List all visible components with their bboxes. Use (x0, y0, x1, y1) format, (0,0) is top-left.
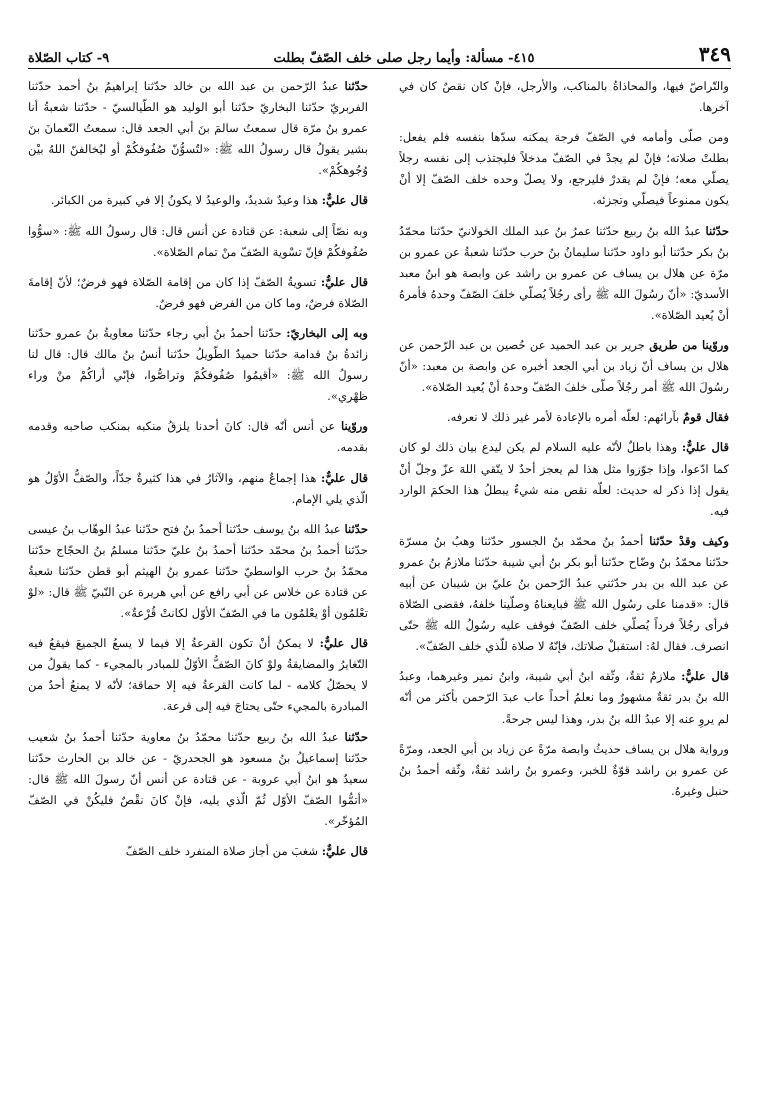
paragraph-lead: وروّينا (340, 419, 368, 434)
paragraph-text: عبدُ الله بنُ يوسف حدّثنا أحمدُ بنُ فتح حدّثنا عبدُ الوهّاب بنُ عيسى حدّثنا أحمدُ بنُ محمّد حدّثنا أحمدُ بنُ عليّ حدّثنا مسلمُ بنُ الحجّاج حدّثنا محمّدُ بنُ حرب الواسطيّ حدّثنا عمرو بنُ الهيثم أبو قطن حدّثنا شعبةُ عن قتادة عن خلاس عن أبي رافع عن أبي هريرة عن النّبيّ ﷺ قال: «لوْ تعْلمُون أوْ يعْلمُون ما في الصّفّ الأوّل لكانتْ قُرْعةٌ». (28, 521, 368, 621)
paragraph (28, 190, 368, 211)
paragraph (28, 221, 368, 263)
paragraph (28, 519, 368, 624)
paragraph (399, 221, 729, 326)
paragraph (399, 666, 729, 729)
paragraph (399, 335, 729, 398)
paragraph-text: عن أنس أنّه قال: كانَ أحدنا يلزقُ منكبه بمنكب صاحبه وقدمه بقدمه. (28, 419, 368, 455)
paragraph-lead: قال عليٌّ: (681, 440, 729, 455)
paragraph-text: عبدُ الله بنُ ربيع حدّثنا عمرُ بنُ عبد الملك الخولانيّ حدّثنا محمّدُ بنُ بكر حدّثنا أبو داود حدّثنا سليمانُ بنُ حرب حدّثنا شعبةُ عن عمرو بن مرّة عن هلال بن يساف عن عمرو بن راشد عن وابصة هو ابنُ معبد الأسديّ: «أنّ رسُولَ الله ﷺ رأى رجُلاً يُصلّي خلفَ الصّفّ وحدهُ فأمرهُ أنْ يُعيد الصّلاة». (399, 223, 729, 322)
paragraph (28, 323, 368, 407)
paragraph (399, 437, 729, 521)
paragraph-lead: وكيف وقدْ حدّثنا (649, 533, 729, 548)
paragraph-lead: حدّثنا (344, 729, 368, 744)
paragraph (28, 727, 368, 832)
paragraph-text: تسويةُ الصّفّ إذا كان من إقامة الصّلاة فهو فرضٌ؛ لأنّ إقامةَ الصّلاة فرضٌ، وما كان من الفرض فهو فرضٌ. (28, 274, 368, 310)
paragraph-text: بآرائهم: لعلّه أمره بالإعادة لأمر غير ذلك لا نعرفه. (446, 410, 680, 425)
paragraph-lead: قال عليٌّ: (319, 636, 368, 651)
paragraph-text: هذا إجماعٌ منهم، والآثارُ في هذا كثيرةٌ جدّاً، والصّفُّ الأوّلُ هو الّذي يلي الإمام. (28, 470, 368, 506)
paragraph (399, 407, 729, 428)
paragraph-text: عبدُ الله بنُ ربيع حدّثنا محمّدُ بنُ معاوية حدّثنا أحمدُ بنُ شعيب حدّثنا إسماعيلُ بنُ مسعود هو الجحدريّ - عن خالد بن الحارث حدّثنا سعيدٌ هو ابنُ أبي عروبة - عن قتادة عن أنس أنّ رسولَ الله ﷺ قال: «أتمُّوا الصّفّ الأوّل ثُمّ الّذي يليه، فإنْ كانَ نقْصٌ فليكُنْ في الصّفّ المُؤخّر». (28, 729, 368, 828)
paragraph-text: وهذا باطلٌ لأنّه عليه السلام لم يكن ليدع بيان ذلك لو كان كما ادّعوا، وإذا جوّزوا مثل هذا لم يعجز أحدٌ لا يتّقي اللهَ عزّ وجلّ أنْ يقول إذا ذكر له حديث: لعلّه نقص منه شيءٌ يبطلُ هذا الحكمَ الوارد فيه. (399, 440, 729, 518)
paragraph (399, 739, 729, 802)
paragraph-lead: وروّينا من طريق (649, 338, 729, 353)
paragraph-text: حدّثنا أحمدُ بنُ أبي رجاء حدّثنا معاويةُ بنُ عمرو حدّثنا زائدةُ بنُ قدامة حدّثنا حميدٌ الطّويلُ حدّثنا أنسُ بنُ مالك قال: قال لنا رسولُ الله ﷺ: «أقيمُوا صُفُوفكُمْ وتراصُّوا، فإنّي أراكُمْ منْ وراء ظهْري». (28, 325, 368, 404)
paragraph (399, 127, 729, 211)
paragraph (399, 531, 729, 658)
paragraph-text: أحمدُ بنُ محمّد بنُ الجسور حدّثنا وهبُ بنُ مسرّة حدّثنا محمّدُ بنُ وضّاح حدّثنا أبو بكر بنُ أبي شيبة حدّثنا ملازمُ بنُ عمرو عن عبد الله بن بدر حدّثني عبدُ الرّحمن بنُ عليّ بن شيبان عن أبيه قال: «قدمنا على رسُول الله ﷺ فبايعناهُ وصلّينا خلفهُ، فقضى الصّلاة فرأى رجُلاً فرداً يُصلّي خلف الصّفّ فوقف عليه رسُولُ الله ﷺ حتّى انصرف. فقال لهُ: استقبلْ صلاتك، فإنّهُ لا صلاة للّذي خلف الصّفّ». (399, 533, 729, 654)
paragraph-text: لا يمكنُ أنْ تكون القرعةُ إلا فيما لا يسعُ الجميعَ فيقعُ فيه التّغايرُ والمضايقةُ ولوْ كانَ الصّفُّ الأوّلُ للمبادر بالمجيء - كما يقولُ من لا يحصّلُ كلامه - لما كانت القرعةُ فيه إلا حماقة؛ لأنّه لا يمنعُ أحدٌ من المبادرة بالمجيء حتّى يحتاجَ فيه إلى قرعة. (28, 636, 368, 714)
paragraph-lead: حدّثنا (344, 79, 368, 93)
paragraph-lead: قال عليٌّ: (681, 669, 729, 684)
paragraph-lead: قال عليٌّ: (320, 470, 368, 485)
paragraph-lead: وبه إلى البخاريّ: (286, 325, 368, 340)
paragraph-text: والتّراصّ فيها، والمحاذاةُ بالمناكب، والأرجل، فإنْ كان نقصٌ كان في آخرها. (399, 79, 729, 115)
chapter-title: ٩- كتاب الصّلاة (28, 51, 110, 66)
page-number: ٣٤٩ (698, 42, 731, 66)
paragraph (28, 468, 368, 510)
page-header (28, 40, 731, 66)
paragraph-lead: حدّثنا (705, 223, 729, 238)
paragraph-text: هذا وعيدٌ شديدٌ، والوعيدُ لا يكونُ إلا في كبيرة من الكبائر. (50, 193, 319, 208)
paragraph-text: جرير بن عبد الحميد عن حُصين بن عبد الرّحمن عن هلال بن يساف أنّ زياد بن أبي الجعد أخبره عن وابصة بن معبد: «أنّ رسُولَ الله ﷺ أمر رجُلاً صلّى خلفَ الصّفّ وحدهُ أنْ يُعيد الصّلاة». (399, 338, 729, 395)
paragraph (399, 76, 729, 118)
paragraph-lead: حدّثنا (344, 521, 368, 536)
paragraph-text: ملازمٌ ثقةٌ، وثّقه ابنُ أبي شيبة، وابنُ نمير وغيرهما، وعبدُ الله بنُ بدر ثقةٌ مشهورٌ وما نعلمُ أحداً عاب عبدَ الرّحمن بأكثر من أنّه لم يروِ عنه إلا عبدُ الله بنُ بدر، وهذا ليس جرحةً. (399, 669, 729, 726)
paragraph-text: وبه نصّاً إلى شعبة: عن قتادة عن أنس قال: قال رسولُ الله ﷺ: «سوُّوا صُفُوفكُمْ فإنّ تسْوية الصّفّ منْ تمام الصّلاة». (28, 223, 368, 259)
paragraph (28, 416, 368, 458)
paragraph-lead: فقال قومٌ (682, 410, 729, 425)
paragraph-lead: قال عليٌّ: (321, 844, 368, 858)
left-column (28, 76, 368, 1086)
right-column (399, 76, 729, 1086)
paragraph (28, 272, 368, 314)
paragraph-lead: قال عليٌّ: (320, 274, 368, 289)
paragraph (28, 841, 368, 862)
paragraph-text: شغبَ من أجاز صلاة المنفرد خلف الصّفّ (125, 844, 319, 858)
paragraph (28, 633, 368, 717)
paragraph-text: عبدُ الرّحمن بن عبد الله بن خالد حدّثنا إبراهيمُ بنُ أحمد حدّثنا الفربريّ حدّثنا البخاريّ حدّثنا أبو الوليد هو الطّيالسيّ - حدّثنا شعبةُ أنا عمرو بنُ مرّة قال سمعتُ سالمَ بنَ أبي الجعد قال: سمعتُ النّعمانَ بنَ بشير يقولُ قال رسولُ الله ﷺ: «لتُسوُّنّ صُفُوفكُمْ أو ليُخالفنّ اللهُ بيْن وُجُوهكُمْ». (28, 79, 368, 178)
paragraph-lead: قال عليٌّ: (321, 193, 368, 208)
paragraph (28, 76, 368, 181)
paragraph-text: ورواية هلال بن يساف حديثُ وابصة مرّةً عن زياد بن أبي الجعد، ومرّةً عن عمرو بن راشد قوّةٌ للخبر، وعمرو بنُ راشد ثقةٌ، وثّقه أحمدُ بنُ حنبل وغيرهُ. (399, 741, 729, 798)
paragraph-text: ومن صلّى وأمامه في الصّفّ فرجة يمكنه سدّها بنفسه فلم يفعل: بطلتْ صلاته؛ فإنْ لم يجدْ في الصّفّ مدخلاً فليجتذب إلى نفسه رجلاً يصلّي معه؛ فإنْ لم يقدرْ فليرجع، ولا يصلّ وحده خلف الصّفّ إلا أنْ يكون ممنوعاً فيصلّي وتجزئه. (399, 130, 729, 208)
header-rule (28, 68, 731, 69)
section-title: ٤١٥- مسألة: وأيما رجل صلى خلف الصّفّ بطلت (273, 51, 535, 66)
